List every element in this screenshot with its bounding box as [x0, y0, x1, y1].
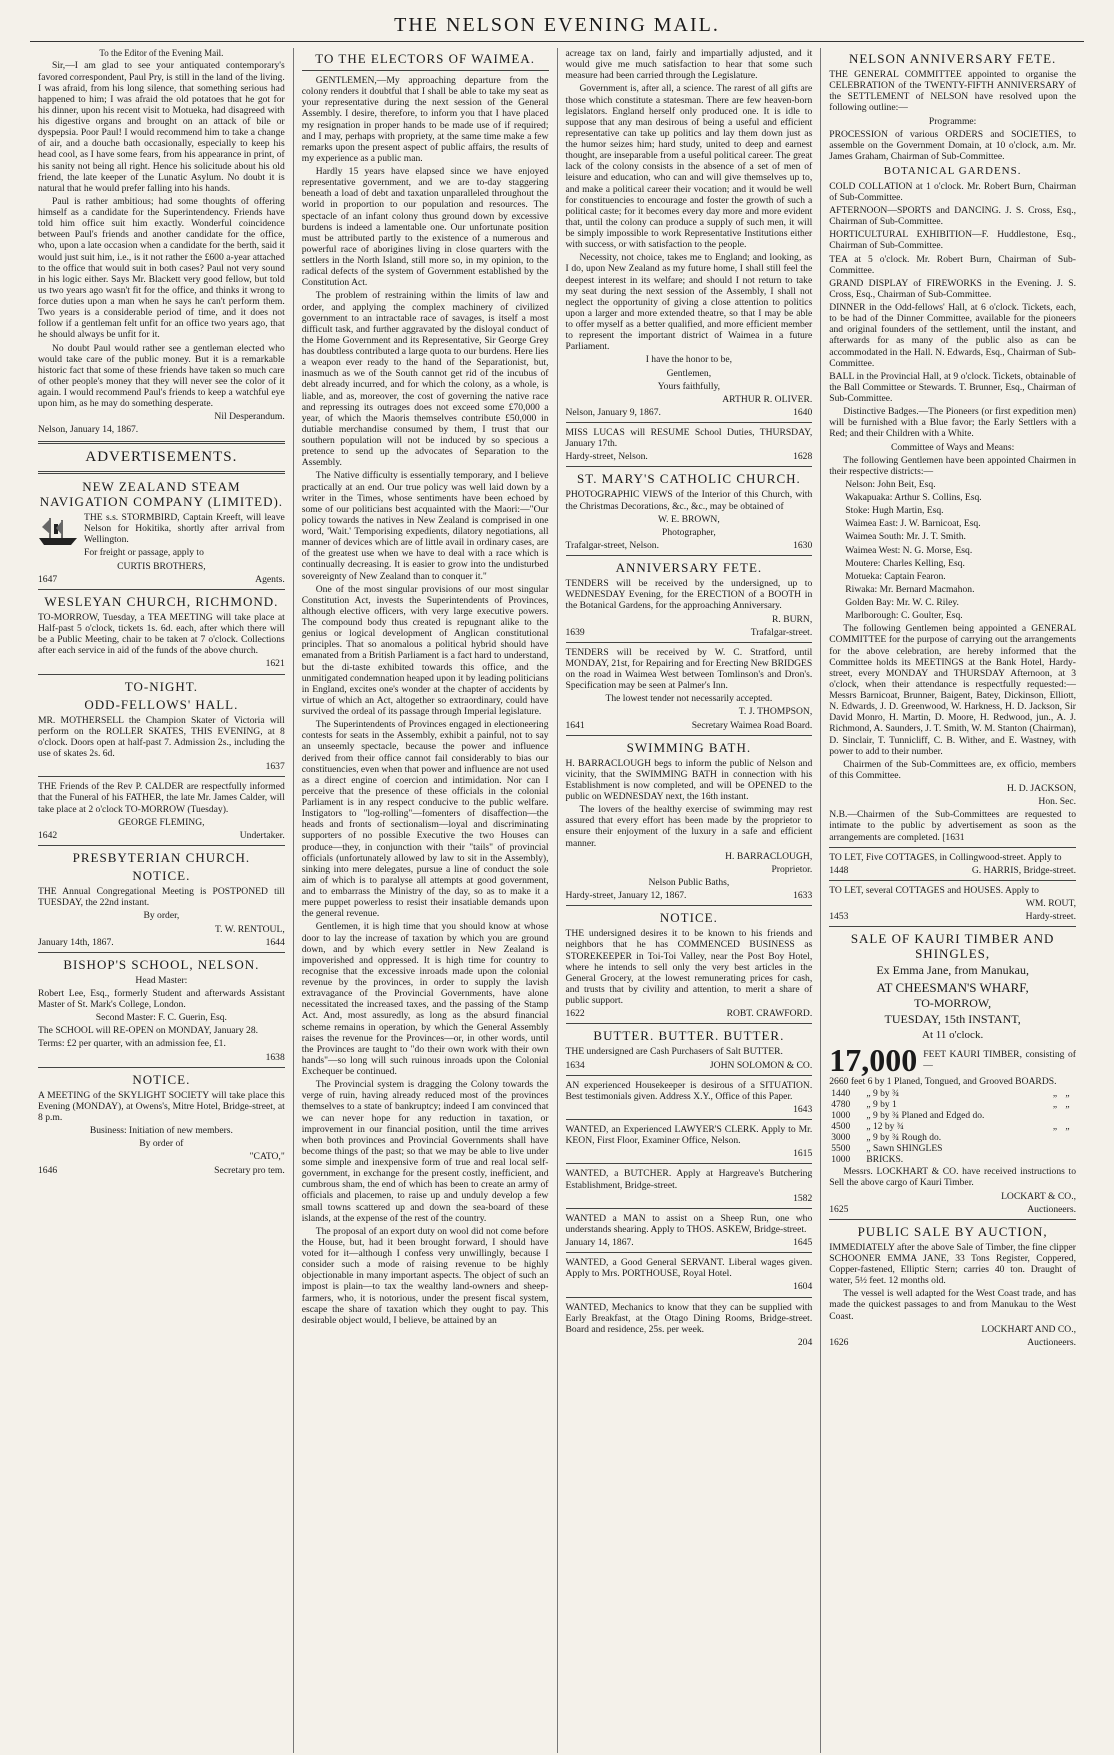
ad-body: The SCHOOL will RE-OPEN on MONDAY, January 28. [38, 1025, 259, 1037]
table-row [829, 1111, 1076, 1122]
ad-body: A MEETING of the SKYLIGHT SOCIETY will take place this Evening (MONDAY), at Owens's, Mitre Hotel, Bridge-street, at 8 p.m. [38, 1089, 285, 1124]
kauri-quantity [829, 1042, 1076, 1079]
kauri-quantity-number: 17,000 [829, 1042, 918, 1079]
ad-body: TEA at 5 o'clock. Mr. Robert Burn, Chairman of Sub-Committee. [829, 253, 1076, 276]
ad-number: 1625 [829, 1203, 849, 1215]
article-paragraph: Hardly 15 years have elapsed since we have enjoyed representative government, and we are to-day staggering beneath a load of debt and taxation unparalleled throughout the world in proportion to our population and resources. The spectacle of an infant colony thus ground down by excessive burdens is indeed a lamentable one. Our unfortunate position must be attributed partly to the existence of a numerous and powerful race of aborigines living in close quarters with the settlers in the North Island, still more so, in my opinion, to the radical defects of the system of Government established by the Constitution Act. [301, 166, 549, 289]
list-item: Waimea South: Mr. J. T. Smith. [845, 531, 966, 543]
list-item: Stoke: Hugh Martin, Esq. [845, 505, 944, 517]
ad-footer [38, 574, 285, 585]
article-signature: ARTHUR R. OLIVER. [722, 393, 813, 405]
table-cell [1063, 1144, 1076, 1155]
table-cell [1063, 1133, 1076, 1144]
ad-number: 1628 [793, 451, 813, 463]
ad-footer [829, 1204, 1076, 1215]
ad-body: TENDERS will be received by the undersigned, up to WEDNESDAY Evening, for the ERECTION of a BOOTH in the Botanical Gardens, for the approaching Anniversary. [565, 578, 813, 612]
ad-body: 2660 feet 6 by 1 Planed, Tongued, and Grooved BOARDS. [829, 1076, 1057, 1088]
ad-body: TENDERS will be received by W. C. Stratford, until MONDAY, 21st, for Repairing and for Erecting New BRIDGES on the road in Waimea West between Tomlinson's and Dron's. Specification may be seen at Palmer's Inn. [565, 646, 813, 692]
table-cell: 5500 [831, 1144, 851, 1155]
ad-number: 1641 [565, 719, 585, 731]
ad-signature: G. HARRIS, Bridge-street. [971, 864, 1076, 876]
table-cell: „ 9 by ¾ Planed and Edged do. [866, 1111, 985, 1122]
ad-body: The following Gentlemen have been appointed Chairmen in their respective districts:— [829, 454, 1076, 477]
ad-body: MISS LUCAS will RESUME School Duties, THURSDAY, January 17th. [565, 427, 813, 450]
ad-heading: NOTICE. [659, 910, 718, 926]
ad-by: By order of [139, 1138, 184, 1150]
table-cell: „ [1065, 1122, 1070, 1133]
article-paragraph: The Provincial system is dragging the Colony towards the verge of ruin, having already reduced most of the provinces themselves to a state of bankruptcy; indeed I am convinced that we can never hope for any reduction in taxation, or improvement in our financial position, until the time arrives when both provinces and Provincial Governments shall have become things of the past; so that we may be able to live under some simple and inexpensive form of true and real local self-government, in exchange for the present costly, inefficient, and cumbrous sham, the end of which has been to create an army of officials and placemen, to raise up and unduly develop a few small towns scattered up and down the sea-board of these islands, at the expense of the rest of the country. [301, 1079, 549, 1224]
ad-role: Photographer, [662, 526, 716, 538]
ad-footer [38, 1165, 285, 1176]
ad-footer [566, 1060, 813, 1071]
ad-address: Nelson Public Baths, [648, 876, 730, 888]
ad-role: Hon. Sec. [1038, 796, 1076, 808]
ad-role: Auctioneers. [1027, 1336, 1076, 1348]
ad-body: WANTED, a Good General SERVANT. Liberal wages given. Apply to Mrs. PORTHOUSE, Royal Hotel. [565, 1257, 813, 1280]
ad-role: Undertaker. [239, 829, 285, 841]
ad-signature: "CATO," [249, 1151, 285, 1163]
ad-heading: NELSON ANNIVERSARY FETE. [848, 51, 1057, 66]
ad-role: Secretary Waimea Road Board. [691, 719, 813, 731]
ad-number: 1646 [38, 1164, 58, 1176]
ad-body: Messrs. LOCKHART & CO. have received instructions to Sell the above cargo of Kauri Timber. [829, 1166, 1076, 1189]
ad-footer [566, 451, 813, 462]
ad-heading: NEW ZEALAND STEAM NAVIGATION COMPANY (LIMITED). [39, 478, 284, 510]
ad-number: 1639 [565, 626, 585, 638]
ad-footer [38, 830, 285, 841]
ad-footer [566, 407, 813, 418]
ad-signature: CURTIS BROTHERS, [117, 560, 206, 572]
ad-footer [38, 937, 285, 948]
article-paragraph: The Superintendents of Provinces engaged in electioneering contests for seats in the Assembly, exhibit a painful, not to say an unseemly spectacle, because the power and influence derived from their office cannot fail considerably to bias our constituencies, even when that power and influence are not used as a direct engine of coercion and intimidation. Nor can I perceive that the presence of these officials in the colonial Parliament is in any respect conducive to the public welfare. Instigators to "log-rolling"—fomenters of disaffection—the heads and fronts of sectionalism—loyal and discriminating supporters of no possible Executive the two Houses can produce—they, in conjunction with their "tails" of provincial officials (unfortunately allowed by law to sit in the Assembly), sinking into mere delegates, pursue a line of conduct the sole aim of which is to paralyse all attempts at good government, and to embarrass the Ministry of the day, so as to make it a mere puppet powerless to resist their insatiable demands upon the general revenue. [301, 719, 549, 920]
ad-heading: ST. MARY'S CATHOLIC CHURCH. [576, 471, 801, 487]
list-item: Riwaka: Mr. Bernard Macmahon. [845, 583, 975, 595]
ad-number: 204 [797, 1336, 813, 1348]
ad-body: THE undersigned desires it to be known to his friends and neighbors that he has COMMENCED BUSINESS as STOREKEEPER in Toi-Toi Valley, near the Post Boy Hotel, where he intends to sell only the very best articles in the General Grocery, at the lowest remunerating prices for cash, and trusts that by civility and attention, to merit a share of public support. [565, 928, 813, 1007]
table-cell: „ 9 by ¾ Rough do. [866, 1133, 942, 1144]
article-paragraph: The problem of restraining within the limits of law and order, and applying the complex machinery of civilized government to an intractable race of savages, is itself a most difficult task, and further aggravated by the disloyal conduct of the Home Government and its Representative, Sir George Grey has doubtless contributed a large quota to our burdens. Here lies a weapon ever ready to the hand of the Separationist, but, inasmuch as we of the South cannot get rid of the incubus of debt already incurred, and for which the colony, as a whole, is liable, and as, moreover, the cost of governing the native race and repressing its outrages does not exceed some £70,000 a year, of which the Maoris themselves contribute £50,000 in dutiable merchandise consumed by them, I trust that our southern population will not be induced by so specious a pretence to send up the advocates of Separation to the Assembly. [301, 290, 549, 469]
ad-footer [829, 865, 1076, 876]
ad-body: The lowest tender not necessarily accepted. [605, 693, 773, 705]
ad-body: Robert Lee, Esq., formerly Student and afterwards Assistant Master of St. Mark's College, London. [38, 987, 285, 1011]
article-paragraph: Necessity, not choice, takes me to England; and looking, as I do, upon New Zealand as my future home, I shall still feel the deepest interest in its welfare; and should I not return to take my seat during the next session of the Assembly, I shall not neglect the opportunity of giving a close attention to politics upon a larger and more extended theatre, so that I may be able to offer myself as a better qualified, and more efficient member to represent the important district of Waimea in a future Parliament. [565, 252, 813, 353]
ad-number: 1634 [565, 1059, 585, 1071]
list-item: Waimea West: N. G. Morse, Esq. [845, 544, 973, 556]
list-item: Waimea East: J. W. Barnicoat, Esq. [845, 518, 981, 530]
column-1 [30, 48, 294, 1753]
ad-body [829, 809, 1076, 842]
ad-heading: ANNIVERSARY FETE. [615, 560, 763, 576]
table-cell: „ [1065, 1100, 1070, 1111]
table-row [829, 1144, 1076, 1155]
ad-date: Nelson, January 9, 1867. [565, 406, 661, 418]
ad-date: January 14th, 1867. [38, 936, 114, 948]
table-cell: BRICKS. [866, 1155, 904, 1166]
ad-subheading: BOTANICAL GARDENS. [883, 165, 1022, 178]
table-cell: „ [1052, 1089, 1058, 1100]
ad-body: TO LET, several COTTAGES and HOUSES. Apply to [829, 884, 1039, 896]
ad-signature: ROBT. CRAWFORD. [726, 1008, 813, 1020]
ad-signature: T. J. THOMPSON, [738, 706, 813, 718]
ad-subheading: Ex Emma Jane, from Manukau, [876, 963, 1029, 978]
letter-paragraph: Sir,—I am glad to see your antiquated contemporary's favored correspondent, Paul Pry, is still in the land of the living. I was afraid, from his long silence, that something serious had happened to him; I was afraid the old potatoes that he got for his dinner, upon his recent visit to Motueka, had disagreed with his digestive organs and brought on an attack of bile or dyspepsia. Poor Paul! I would recommend him to take a change of air, and a douche bath occasionally, especially to keep his head cool, as I have some fears, from his appearance in print, of his sanity not being all right. Hence his solicitude about his old friend, the late keeper of the Lunatic Asylum. No doubt it is natural that he would prefer falling into his hands. [38, 60, 285, 194]
table-cell: „ 9 by 1 [866, 1100, 897, 1111]
ad-body: AFTERNOON—SPORTS and DANCING. J. S. Cross, Esq., Chairman of Sub-Committee. [829, 205, 1076, 228]
ad-number: 1630 [793, 539, 813, 551]
ad-address: Hardy-street. [1025, 911, 1076, 923]
ad-signature: W. E. BROWN, [658, 513, 720, 525]
ad-number: [1631 [942, 831, 965, 843]
ad-heading: SALE OF KAURI TIMBER AND SHINGLES, [850, 931, 1055, 962]
ad-number: 1604 [793, 1281, 813, 1293]
list-item: Marlborough: C. Goulter, Esq. [845, 610, 963, 622]
ad-number: 1637 [265, 761, 285, 773]
ad-number: 1642 [38, 829, 58, 841]
table-row [829, 1089, 1076, 1100]
table-row [829, 1122, 1076, 1133]
ad-footer [566, 1008, 813, 1019]
ad-body: AN experienced Housekeeper is desirous of a SITUATION. Best testimonials given. Address X.Y., Office of this Paper. [565, 1079, 813, 1102]
ad-footer [566, 890, 813, 901]
ad-subheading: TO-MORROW, [914, 996, 992, 1011]
ad-number: 1633 [793, 890, 813, 902]
ad-body: The lovers of the healthy exercise of swimming may rest assured that every effort has been made by the proprietor to ensure their enjoyment of the luxury in a safe and efficient manner. [565, 804, 813, 849]
ad-number: 1622 [565, 1008, 585, 1020]
ad-footer [566, 540, 813, 551]
article-closing: I have the honor to be, [645, 354, 733, 366]
article-paragraph: Government is, after all, a science. The rarest of all gifts are those which constitute a statesman. There are few heaven-born legislators. England herself only produced one. It is idle to suppose that any man desirous of being a useful and efficient representative can take up politics and lay them down just as the humor seizes him; hard study, united to deep and earnest thought, are inseparable from a useful political career. The great lack of the colony consists in the absence of a set of men of leisure and education, who can and will give themselves up to, and make a political career their vocation; and it would be well for constituencies to encourage and foster the growth of such a political caste; for it becomes every day more and more evident that, until the colony can produce a supply of such men, it will be simply impossible to work Representative Institutions either with success, or with satisfaction to the people. [565, 83, 813, 251]
table-cell: 4780 [831, 1100, 851, 1111]
ad-subheading: AT CHEESMAN'S WHARF, [876, 980, 1029, 996]
article-heading: TO THE ELECTORS OF WAIMEA. [315, 51, 535, 66]
ad-heading: ODD-FELLOWS' HALL. [84, 696, 239, 712]
ad-body: WANTED, an Experienced LAWYER'S CLERK. Apply to Mr. KEON, First Floor, Examiner Office, Nelson. [565, 1124, 813, 1147]
ad-number: 1453 [829, 911, 849, 923]
ad-body: HORTICULTURAL EXHIBITION—F. Huddlestone, Esq., Chairman of Sub-Committee. [829, 229, 1076, 252]
table-cell: 4500 [831, 1122, 851, 1133]
ad-number: 1640 [793, 406, 813, 418]
article-paragraph: Gentlemen, it is high time that you should know at whose door to lay the increase of taxation by which you are ground down, and by which every settler in New Zealand is impoverished and oppressed. It is high time for country to recognise that the excessive inroads made upon the colonial revenue by the provinces, in order to supply the lavish extravagance of the Provincial Governments, have alone necessitated the increased taxes, and the passing of the Stamp Act. And, most assuredly, as long as the absurd financial scheme remains in operation, by which the General Assembly raises the revenue for the Provinces—or, in other words, until the Provinces are taught to "do their own work with their own hands"—so long will such ruinous inroads upon the Colonial Exchequer be continued. [301, 921, 549, 1078]
table-cell: „ 12 by ¾ [866, 1122, 904, 1133]
table-cell: 3000 [831, 1133, 851, 1144]
ad-number: 1645 [793, 1237, 813, 1249]
ad-signature: H. BARRACLOUGH, [725, 850, 813, 862]
ad-body: The following Gentlemen being appointed a GENERAL COMMITTEE for the purpose of carrying out the arrangements for the above celebration, are hereby informed that the Committee holds its MEETINGS at the Bank Hotel, Hardy-street, every MONDAY and THURSDAY Afternoon, at 3 o'clock, when their attendance is respectfully requested:—Messrs Barnicoat, Brunner, Baigent, Batey, Dickinson, Elliott, N. Edwards, J. D. Greenwood, W. Harkness, H. D. Jackson, Sir David Monro, H. Martin, D. Moore, H. Redwood, jun., A. J. Richmond, A. Saunders, J. T. Smith, W. M. Stanton (Chairman), D. Sinclair, T. Tunnicliff, C. B. Wither, and E. Wastney, with power to add to their number. [829, 623, 1076, 757]
table-cell [1051, 1144, 1064, 1155]
article-paragraph: GENTLEMEN,—My approaching departure from the colony renders it doubtful that I shall be able to take my seat as your representative during the next session of the General Assembly. I desire, therefore, to inform you that I have placed my resignation in proper hands to be made use of if required; and I may, perhaps with propriety, at the same time make a few remarks upon the present aspect of public affairs, the results of my experience as a public man. [301, 75, 549, 164]
ad-body: MR. MOTHERSELL the Champion Skater of Victoria will perform on the ROLLER SKATES, THIS EVENING, at 8 o'clock. Doors open at half-past 7. Admission 2s., including the use of skates 2s. 6d. [38, 714, 285, 760]
ad-body: WANTED a MAN to assist on a Sheep Run, one who understands shearing. Apply to THOS. ASKEW, Bridge-street. [565, 1212, 813, 1235]
ad-signature: GEORGE FLEMING, [118, 816, 205, 828]
steamship-icon [38, 514, 78, 548]
ad-by: By order, [143, 910, 180, 922]
ad-date: January 14, 1867. [565, 1237, 634, 1249]
table-row [829, 1155, 1076, 1166]
ad-body: Chairmen of the Sub-Committees are, ex officio, members of this Committee. [829, 758, 1076, 781]
section-heading: ADVERTISEMENTS. [85, 448, 238, 465]
ad-subheading: Head Master: [135, 974, 188, 986]
table-cell [1051, 1155, 1064, 1166]
ad-heading: WESLEYAN CHURCH, RICHMOND. [44, 593, 279, 609]
ad-body: WANTED, a BUTCHER. Apply at Hargreave's Butchering Establishment, Bridge-street. [565, 1168, 813, 1191]
ad-body: Business: Initiation of new members. [89, 1125, 233, 1137]
ad-subheading: TUESDAY, 15th INSTANT, [884, 1012, 1021, 1027]
ad-body: BALL in the Provincial Hall, at 9 o'clock. Tickets, obtainable of the Ball Committee or Stewards. T. Brunner, Esq., Chairman of Sub-Committee. [829, 370, 1076, 405]
ad-address: Trafalgar-street, Nelson. [565, 539, 659, 551]
column-3 [558, 48, 822, 1753]
table-cell [1063, 1155, 1076, 1166]
ad-body: COLD COLLATION at 1 o'clock. Mr. Robert Burn, Chairman of Sub-Committee. [829, 180, 1076, 203]
ad-number: 1643 [793, 1103, 813, 1115]
table-cell: „ Sawn SHINGLES [866, 1144, 943, 1155]
ad-body: THE Annual Congregational Meeting is POSTPONED till TUESDAY, the 22nd instant. [38, 886, 285, 909]
table-row [829, 1133, 1076, 1144]
column-4 [821, 48, 1084, 1753]
ad-role: Proprietor. [771, 863, 813, 875]
ad-body: TO LET, Five COTTAGES, in Collingwood-street. Apply to [829, 851, 1062, 863]
ad-body: THE s.s. STORMBIRD, Captain Kreeft, will leave Nelson for Hokitika, shortly after arrival from Wellington. [84, 512, 285, 546]
table-cell: 1440 [831, 1089, 851, 1100]
ad-role: Secretary pro tem. [214, 1164, 285, 1176]
letter-signature: Nil Desperandum. [214, 411, 285, 423]
column-2 [294, 48, 558, 1753]
article-paragraph: acreage tax on land, fairly and impartially adjusted, and it would give me much satisfaction to hear that some such measure had been carried through the Legislature. [565, 48, 813, 82]
ad-role: Auctioneers. [1027, 1203, 1076, 1215]
ad-body: GRAND DISPLAY of FIREWORKS in the Evening. J. S. Cross, Esq., Chairman of Sub-Committee. [829, 277, 1076, 300]
ad-signature: H. D. JACKSON, [1006, 783, 1076, 795]
letter-date: Nelson, January 14, 1867. [38, 424, 139, 436]
kauri-table [829, 1089, 1076, 1166]
ad-signature: T. W. RENTOUL, [215, 923, 285, 935]
letter-salutation: To the Editor of the Evening Mail. [99, 48, 224, 58]
ad-body: Second Master: F. C. Guerin, Esq. [95, 1012, 227, 1024]
table-cell [1051, 1133, 1064, 1144]
district-list [829, 479, 1076, 621]
ad-number: 1582 [793, 1192, 813, 1204]
ad-heading: PRESBYTERIAN CHURCH. [72, 849, 251, 865]
table-cell: „ [1052, 1122, 1058, 1133]
article-closing: Yours faithfully, [657, 380, 721, 392]
ad-body: WANTED, Mechanics to know that they can be supplied with Early Breakfast, at the Otago Dining Rooms, Bridge-street. Board and residence, 25s. per week. [565, 1301, 813, 1335]
ad-signature: LOCKHART AND CO., [981, 1323, 1076, 1335]
ad-body: For freight or passage, apply to [84, 547, 204, 559]
ad-heading: BUTTER. BUTTER. BUTTER. [593, 1028, 785, 1044]
ad-body: H. BARRACLOUGH begs to inform the public of Nelson and vicinity, that the SWIMMING BATH in connection with his Establishment is now completed, and will be OPENED to the public on WEDNESDAY next, the 16th instant. [565, 757, 813, 803]
ad-footer [829, 1337, 1076, 1348]
ad-heading: NOTICE. [132, 1071, 191, 1087]
ad-body: THE GENERAL COMMITTEE appointed to organise the CELEBRATION of the TWENTY-FIFTH ANNIVERSARY of the SETTLEMENT of NELSON have resolved upon the following outline:— [829, 69, 1076, 114]
list-item: Moutere: Charles Kelling, Esq. [845, 557, 965, 569]
ad-body: Terms: £2 per quarter, with an admission fee, £1. [38, 1038, 226, 1050]
ad-body: TO-MORROW, Tuesday, a TEA MEETING will take place at Half-past 5 o'clock, tickets 1s. 6d. each, after which there will be a Public Meeting, chair to be taken at 7 o'clock. Collections after each service in aid of the funds of the above church. [38, 611, 285, 657]
table-row [829, 1100, 1076, 1111]
ad-signature: LOCKART & CO., [1001, 1190, 1076, 1202]
ad-signature: JOHN SOLOMON & CO. [709, 1059, 813, 1071]
ad-subheading: Programme: [928, 115, 977, 127]
ad-number: 1647 [38, 573, 58, 585]
ad-date: Hardy-street, January 12, 1867. [565, 890, 687, 902]
ad-number: 1644 [265, 936, 285, 948]
ad-number: 1638 [265, 1051, 285, 1063]
ad-footer [566, 1237, 813, 1248]
table-cell: 1000 [831, 1111, 851, 1122]
ad-heading: TO-NIGHT. [124, 678, 198, 694]
table-cell [1063, 1111, 1076, 1122]
ad-heading: BISHOP'S SCHOOL, NELSON. [63, 956, 260, 972]
ad-footer [829, 911, 1076, 922]
letter-paragraph: No doubt Paul would rather see a gentleman elected who would take care of the public money. But it is a remarkable historic fact that some of these friends have taken so much care of other people's money that they will never see the color of it again. I would recommend Paul's friends to keep a watchful eye upon him, as he may do something desperate. [38, 342, 285, 410]
ad-body: THE Friends of the Rev P. CALDER are respectfully informed that the Funeral of his FATHER, the late Mr. James Calder, will take place at 2 o'clock TO-MORROW (Tuesday). [38, 781, 285, 815]
ad-number: 1626 [829, 1336, 849, 1348]
article-paragraph: The proposal of an export duty on wool did not come before the House, but, had it been brought forward, I should have voted for it—although I confess very unwillingly, because I consider such a mode of raising revenue to be highly objectionable in many important aspects. The object of such an impost is plain—to tax the wealthy land-owners and sheep-farmers, who, it is notorious, under the present fiscal system, escape the share of taxation which they ought to pay. This desirable object would, I believe, be attained by an [301, 1225, 549, 1326]
ad-footer [566, 627, 813, 638]
ad-body: Distinctive Badges.—The Pioneers (or first expedition men) will be furnished with a Blue favor; the Early Settlers with a Red; and their Children with a White. [829, 406, 1076, 440]
masthead: THE NELSON EVENING MAIL. [30, 14, 1084, 42]
article-paragraph: One of the most singular provisions of our most singular Constitution Act, invests the Superintendents of Provinces, although elective officers, with very large executive powers. The compound body thus created is repugnant alike to the genius or logical development of Anglican constitutional principles. That so anomalous a political hybrid should have emanated from a British Parliament is a fact hard to understand, but the di-taste exhibited towards this office, and the unmitigated condemnation heaped upon it by leading politicians in England, excites one's wonder at the chapter of accidents by virtue of which an Act, altogether so extraordinary, could have survived the ordeal of its passage through Imperial legislature. [301, 583, 549, 718]
ad-number: 1615 [793, 1148, 813, 1160]
table-cell: „ 9 by ¾ [866, 1089, 900, 1100]
ad-note: N.B.—Chairmen of the Sub-Committees are requested to intimate to the public by advertisement as soon as the arrangements are completed. [829, 809, 1076, 843]
table-cell: 1000 [831, 1155, 851, 1166]
columns [30, 48, 1084, 1753]
ad-subheading: At 11 o'clock. [922, 1029, 984, 1042]
ad-address: Trafalgar-street. [750, 626, 813, 638]
ad-subheading: Committee of Ways and Means: [891, 441, 1015, 453]
ad-subheading: NOTICE. [132, 868, 191, 884]
list-item: Wakapuaka: Arthur S. Collins, Esq. [845, 492, 982, 504]
ad-heading: SWIMMING BATH. [626, 739, 752, 755]
ad-role: Agents. [255, 573, 285, 585]
ad-number: 1448 [829, 864, 849, 876]
ad-body: PROCESSION of various ORDERS and SOCIETIES, to assemble on the Government Domain, at 10 o'clock, a.m. Mr. James Graham, Chairman of Sub-Committee. [829, 128, 1076, 162]
ad-footer [566, 720, 813, 731]
kauri-quantity-desc: FEET KAURI TIMBER, consisting of— [923, 1048, 1076, 1072]
ad-signature: WM. ROUT, [1025, 898, 1076, 910]
list-item: Motueka: Captain Fearon. [845, 570, 946, 582]
article-closing: Gentlemen, [666, 367, 712, 379]
ad-body: IMMEDIATELY after the above Sale of Timber, the fine clipper SCHOONER EMMA JANE, 33 Tons Register, Coppered, Copper-fastened, Elliptic Stern; carries 40 ton. Draught of water, 5½ feet. 12 months old. [829, 1241, 1076, 1287]
letter-paragraph: Paul is rather ambitious; had some thoughts of offering himself as a candidate for the Superintendency. Friends have told him office suit him exactly. Wonderful coincidence between Paul's friends and another candidate for the office, who, upon a late occasion when a candidate for the berth, said it would just suit him, i.e., is it not rather the £600 a-year attached to the office that would suit in both cases? Paul not very sound in his logic either. Says Mr. Blackett very good fellow, but told us two years ago wasn't fit for the office, and thinks it wrong to force duties upon a man when he says he can't perform them. Two years is a considerable period of time, and it does not follow if a gentleman felt unfit for an office two years ago, that he should always be unfit for it. [38, 195, 285, 341]
ad-body: THE undersigned are Cash Purchasers of Salt BUTTER. [565, 1046, 783, 1058]
ad-body: DINNER in the Odd-fellows' Hall, at 6 o'clock. Tickets, each, to be had of the Dinner Committee, available for the pioneers and original founders of the settlement, until the instant, and afterwards for as many of the public also as can be accommodated in the Hall. N. Edwards, Esq., Chairman of Sub-Committee. [829, 302, 1076, 369]
ad-body: PHOTOGRAPHIC VIEWS of the Interior of this Church, with the Christmas Decorations, &c., &c., may be obtained of [565, 489, 813, 512]
article-paragraph: The Native difficulty is essentially temporary, and I believe practically at an end. Our true policy was well laid down by a writer in the Times, whose sentiments have been echoed by some of our politicians best acquainted with the Maori:—"Our policy towards the natives in New Zealand is comprised in one word, 'Wait.' Temporising expedients, dilatory negotiations, all manner of devices which are of little avail in ordinary cases, are of the greatest use when we have to deal with a race which is continually decreasing. It is easier to grow into the undisturbed sovereignty of New Zealand than to conquer it." [301, 470, 549, 582]
ad-heading: PUBLIC SALE BY AUCTION, [857, 1223, 1048, 1239]
ad-number: 1621 [265, 658, 285, 670]
ad-body: The vessel is well adapted for the West Coast trade, and has made the quickest passages to and from Manukau to the West Coast. [829, 1288, 1076, 1322]
ad-signature: R. BURN, [772, 613, 813, 625]
table-cell: „ [1065, 1089, 1070, 1100]
table-cell [1051, 1111, 1064, 1122]
table-cell: „ [1052, 1100, 1058, 1111]
list-item: Nelson: John Beit, Esq. [845, 478, 936, 490]
ad-address: Hardy-street, Nelson. [565, 451, 648, 463]
list-item: Golden Bay: Mr. W. C. Riley. [845, 597, 959, 609]
